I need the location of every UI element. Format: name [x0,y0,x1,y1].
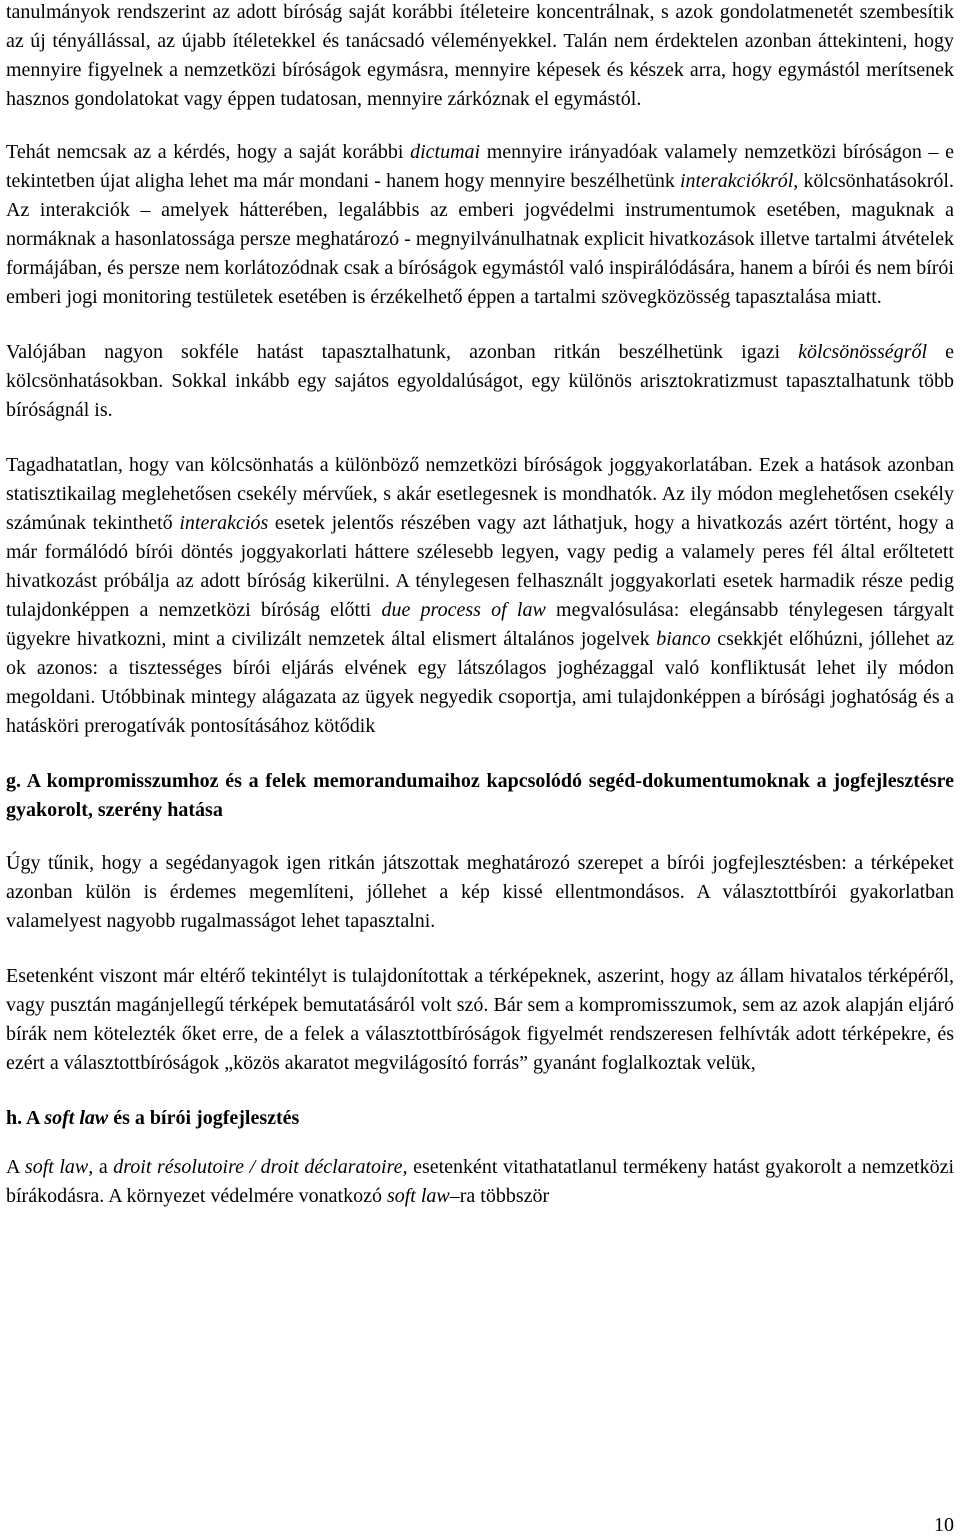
body-paragraph [6,962,954,1078]
heading-h-prefix: h. A [6,1107,45,1129]
text-run: Tagadhatatlan, hogy van kölcsönhatás a különböző nemzetközi bíróságok joggyakorlatában. Ezek a hatások azonban statisztikailag meglehetősen csekély mérvűek, s akár esetlegesnek is mondhatók. Az ily módon meglehetősen csekély számúnak tekinthető [6,454,954,534]
text-run: csekkjét előhúzni, jóllehet az ok azonos: a tisztességes bírói eljárás elvének egy látszólagos joghézaggal való konfliktusát lehet ily módon megoldani. Utóbbinak mintegy alágazata az ügyek negyedik csoportja, ami tulajdonképpen a bírósági joghatóság és a hatásköri prerogatívák pontosításához kötődik [6,628,954,737]
text-run: tanulmányok rendszerint az adott bíróság saját korábbi ítéleteire koncentrálnak, s azok gondolatmenetét szembesítik az új tényállással, az újabb ítéletekkel és tanácsadó véleményekkel. Talán nem érdektelen azonban áttekinteni, hogy mennyire figyelnek a nemzetközi bíróságok egymásra, mennyire képesek és készek arra, hogy egymástól merítsenek hasznos gondolatokat vagy éppen tudatosan, mennyire zárkóznak el egymástól. [6,1,954,110]
section-heading-g: g. A kompromisszumhoz és a felek memorandumaihoz kapcsolódó segéd-dokumentumoknak a jogfejlesztésre gyakorolt, szerény hatása [6,770,954,821]
text-run: esetek jelentős részében vagy azt láthatjuk, hogy a hivatkozás azért történt, hogy a már formálódó bírói döntés joggyakorlati háttere szélesebb legyen, vagy pedig a valamely peres fél által erőltetett hivatkozást próbálja az adott bíróság kikerülni. A ténylegesen felhasznált joggyakorlati esetek harmadik része pedig tulajdonképpen a nemzetközi bíróság előtti [6,512,954,621]
body-paragraph [6,451,954,741]
page-number: 10 [934,1514,954,1536]
document-page [6,0,954,1237]
italic-text-run: soft law [24,1156,89,1178]
heading-h-italic: soft law [44,1107,109,1129]
italic-text-run: interakciókról [679,170,794,192]
heading-h-suffix: és a bírói jogfejlesztés [108,1107,300,1129]
italic-text-run: dictumai [410,141,481,163]
text-run: Esetenként viszont már eltérő tekintélyt is tulajdonítottak a térképeknek, aszerint, hogy az állam hivatalos térképéről, vagy pusztán magánjellegű térképek bemutatásáról volt szó. Bár sem a kompromisszumok, sem az azok alapján eljáró bírák nem kötelezték őket erre, de a felek a választottbíróságok figyelmét rendszeresen felhívták adott térképekre, és ezért a választottbíróságok „közös akaratot megvilágosító forrás” gyanánt foglalkoztak velük, [6,965,954,1074]
text-run: Valójában nagyon sokféle hatást tapasztalhatunk, azonban ritkán beszélhetünk igazi [6,341,799,363]
text-run: A [6,1156,25,1178]
text-run: , kölcsönhatásokról. Az interakciók – amelyek hátterében, legalábbis az emberi jogvédelmi instrumentumok esetében, maguknak a normáknak a hasonlatossága persze meghatározó - megnyilvánulhatnak explicit hivatkozások illetve tartalmi átvételek formájában, és persze nem korlátozódnak csak a bíróságok egymástól való inspirálódására, hanem a bírói és nem bírói emberi jogi monitoring testületek esetében is érzékelhető éppen a tartalmi szövegközösség tapasztalása miatt. [6,170,954,308]
italic-text-run: interakciós [179,512,269,534]
italic-text-run: due process of law [381,599,546,621]
text-run: mennyire irányadóak valamely nemzetközi bíróságon – e tekintetben újat aligha lehet ma már mondani - hanem hogy mennyire beszélhetünk [6,141,955,192]
text-run: Úgy tűnik, hogy a segédanyagok igen ritkán játszottak meghatározó szerepet a bírói jogfejlesztésben: a térképeket azonban külön is érdemes megemlíteni, jóllehet a kép kissé ellentmondásos. A választottbírói gyakorlatban valamelyest nagyobb rugalmasságot lehet tapasztalni. [6,852,954,932]
body-paragraph [6,138,954,312]
text-run: , a [88,1156,114,1178]
text-run: –ra többször [449,1185,550,1207]
text-run: e kölcsönhatásokban. Sokkal inkább egy sajátos egyoldalúságot, egy különös arisztokratizmust tapasztalhatunk több bíróságnál is. [6,341,954,421]
section-heading-h [6,1104,954,1133]
body-paragraph [6,0,954,114]
italic-text-run: droit résolutoire / droit déclaratoire, [113,1156,408,1178]
italic-text-run: soft law [386,1185,450,1207]
italic-text-run: bianco [656,628,711,650]
text-run: esetenként vitathatatlanul termékeny hatást gyakorolt a nemzetközi bírákodásra. A környezet védelmére vonatkozó [6,1156,955,1207]
italic-text-run: kölcsönösségről [798,341,928,363]
text-run: megvalósulása: elegánsabb ténylegesen tárgyalt ügyekre hivatkozni, mint a civilizált nemzetek által elismert általános jogelvek [6,599,954,650]
body-paragraph [6,338,954,425]
body-paragraph [6,1153,954,1211]
text-run: Tehát nemcsak az a kérdés, hogy a saját korábbi [6,141,411,163]
body-paragraph [6,849,954,936]
